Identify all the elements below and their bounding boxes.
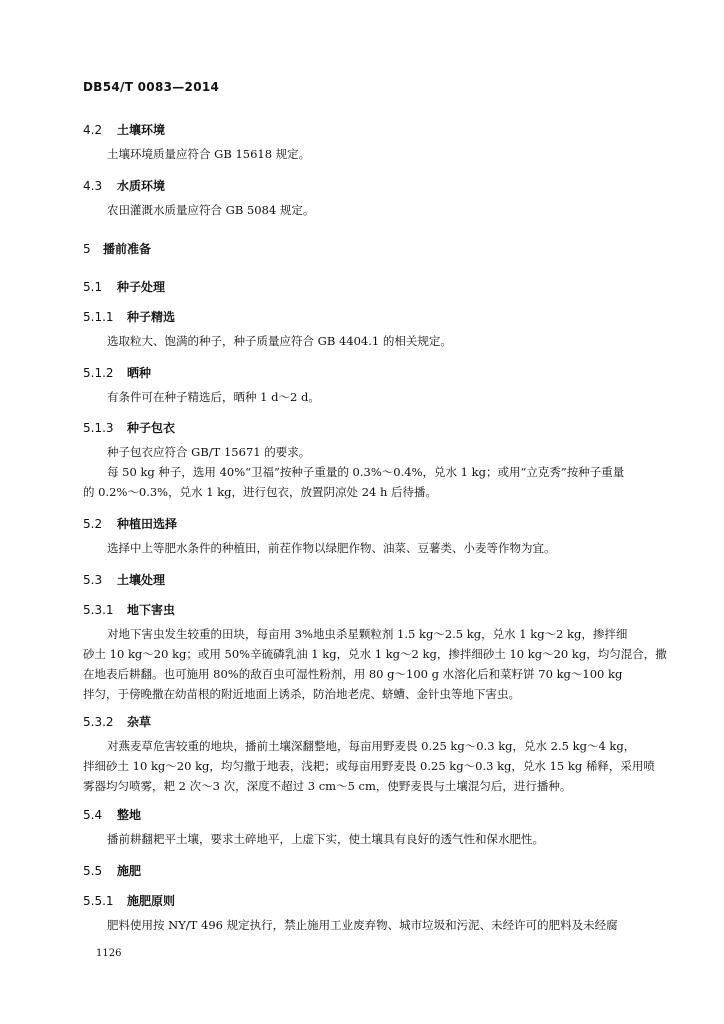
paragraph-seed-coating-method — [83, 462, 683, 502]
paragraph-line: 拌匀，于傍晚撒在幼苗根的附近地面上诱杀，防治地老虎、蛴螬、金针虫等地下害虫。 — [83, 687, 520, 701]
section-heading-5-5 — [83, 862, 141, 879]
paragraph-line: 选择中上等肥水条件的种植田，前茬作物以绿肥作物、油菜、豆薯类、小麦等作物为宜。 — [107, 541, 556, 555]
section-title: 地下害虫 — [127, 603, 176, 617]
section-number: 5.1.3 — [83, 421, 114, 435]
section-heading-5 — [83, 240, 151, 257]
section-heading-4-3 — [83, 177, 165, 194]
section-title: 种植田选择 — [117, 517, 178, 531]
section-title: 施肥 — [117, 864, 142, 878]
section-number: 5.1.2 — [83, 366, 114, 380]
paragraph-water-quality — [83, 200, 683, 220]
paragraph-weeds — [83, 736, 683, 796]
section-number: 5.1.1 — [83, 310, 114, 324]
section-heading-5-1 — [83, 278, 165, 295]
section-number: 5.5.1 — [83, 894, 114, 908]
section-number: 4.3 — [83, 179, 103, 193]
paragraph-line: 肥料使用按 NY/T 496 规定执行，禁止施用工业废弃物、城市垃圾和污泥、未经许可的肥料及未经腐 — [107, 918, 618, 932]
section-heading-5-1-3 — [83, 419, 175, 436]
section-heading-5-3 — [83, 571, 165, 588]
section-heading-4-2 — [83, 121, 165, 138]
section-title: 水质环境 — [117, 179, 166, 193]
section-number: 5.2 — [83, 517, 103, 531]
paragraph-line: 土壤环境质量应符合 GB 15618 规定。 — [107, 147, 311, 161]
section-heading-5-4 — [83, 806, 141, 823]
paragraph-line: 播前耕翻耙平土壤，要求土碎地平，上虚下实，使土壤具有良好的透气性和保水肥性。 — [107, 832, 544, 846]
section-number: 5.3.2 — [83, 715, 114, 729]
paragraph-underground-pests — [83, 624, 683, 704]
paragraph-land-preparation — [83, 829, 683, 849]
paragraph-line: 每 50 kg 种子，选用 40%“卫福”按种子重量的 0.3%～0.4%，兑水 1 kg；或用“立克秀”按种子重量 — [107, 465, 625, 479]
section-heading-5-3-2 — [83, 713, 151, 730]
section-title: 播前准备 — [103, 242, 152, 256]
paragraph-line: 对燕麦草危害较重的地块，播前土壤深翻整地，每亩用野麦畏 0.25 kg～0.3 kg，兑水 2.5 kg～4 kg， — [107, 739, 636, 753]
section-title: 种子包衣 — [127, 421, 176, 435]
section-title: 整地 — [117, 808, 142, 822]
section-number: 4.2 — [83, 123, 103, 137]
paragraph-line: 在地表后耕翻。也可施用 80%的敌百虫可湿性粉剂，用 80 g～100 g 水溶化后和菜籽饼 70 kg～100 kg — [83, 667, 623, 681]
page-number: 1126 — [96, 948, 122, 959]
section-title: 杂草 — [127, 715, 152, 729]
paragraph-line: 雾器均匀喷雾，耙 2 次～3 次，深度不超过 3 cm～5 cm，使野麦畏与土壤混匀后，进行播种。 — [83, 779, 572, 793]
section-title: 施肥原则 — [127, 894, 176, 908]
paragraph-line: 农田灌溉水质量应符合 GB 5084 规定。 — [107, 203, 315, 217]
paragraph-line: 拌细砂土 10 kg～20 kg，均匀撒于地表，浅耙；或每亩用野麦畏 0.25 kg～0.3 kg，兑水 15 kg 稀释，采用喷 — [83, 759, 655, 773]
section-heading-5-1-2 — [83, 364, 151, 381]
paragraph-seed-selection — [83, 331, 683, 351]
section-title: 种子处理 — [117, 280, 166, 294]
section-number: 5 — [83, 242, 91, 256]
paragraph-field-selection — [83, 538, 683, 558]
section-number: 5.4 — [83, 808, 103, 822]
section-heading-5-2 — [83, 515, 177, 532]
paragraph-line: 有条件可在种子精选后，晒种 1 d～2 d。 — [107, 390, 320, 404]
section-heading-5-5-1 — [83, 892, 175, 909]
paragraph-line: 砂土 10 kg～20 kg；或用 50%辛硫磷乳油 1 kg，兑水 1 kg～2 kg，掺拌细砂土 10 kg～20 kg，均匀混合，撒 — [83, 647, 667, 661]
document-code: DB54/T 0083—2014 — [83, 80, 220, 94]
section-number: 5.5 — [83, 864, 103, 878]
section-title: 晒种 — [127, 366, 152, 380]
section-number: 5.1 — [83, 280, 103, 294]
paragraph-soil-environment — [83, 144, 683, 164]
paragraph-line: 的 0.2%～0.3%，兑水 1 kg，进行包衣，放置阴凉处 24 h 后待播。 — [83, 485, 438, 499]
paragraph-line: 种子包衣应符合 GB/T 15671 的要求。 — [107, 445, 311, 459]
paragraph-sun-drying — [83, 387, 683, 407]
section-title: 土壤环境 — [117, 123, 166, 137]
section-title: 种子精选 — [127, 310, 176, 324]
section-number: 5.3.1 — [83, 603, 114, 617]
section-number: 5.3 — [83, 573, 103, 587]
section-heading-5-1-1 — [83, 308, 175, 325]
paragraph-line: 选取粒大、饱满的种子，种子质量应符合 GB 4404.1 的相关规定。 — [107, 334, 452, 348]
section-title: 土壤处理 — [117, 573, 166, 587]
section-heading-5-3-1 — [83, 601, 175, 618]
paragraph-seed-coating-standard — [83, 442, 683, 462]
paragraph-fertilization-principle — [83, 915, 683, 935]
paragraph-line: 对地下害虫发生较重的田块，每亩用 3%地虫杀星颗粒剂 1.5 kg～2.5 kg，兑水 1 kg～2 kg，掺拌细 — [107, 627, 628, 641]
